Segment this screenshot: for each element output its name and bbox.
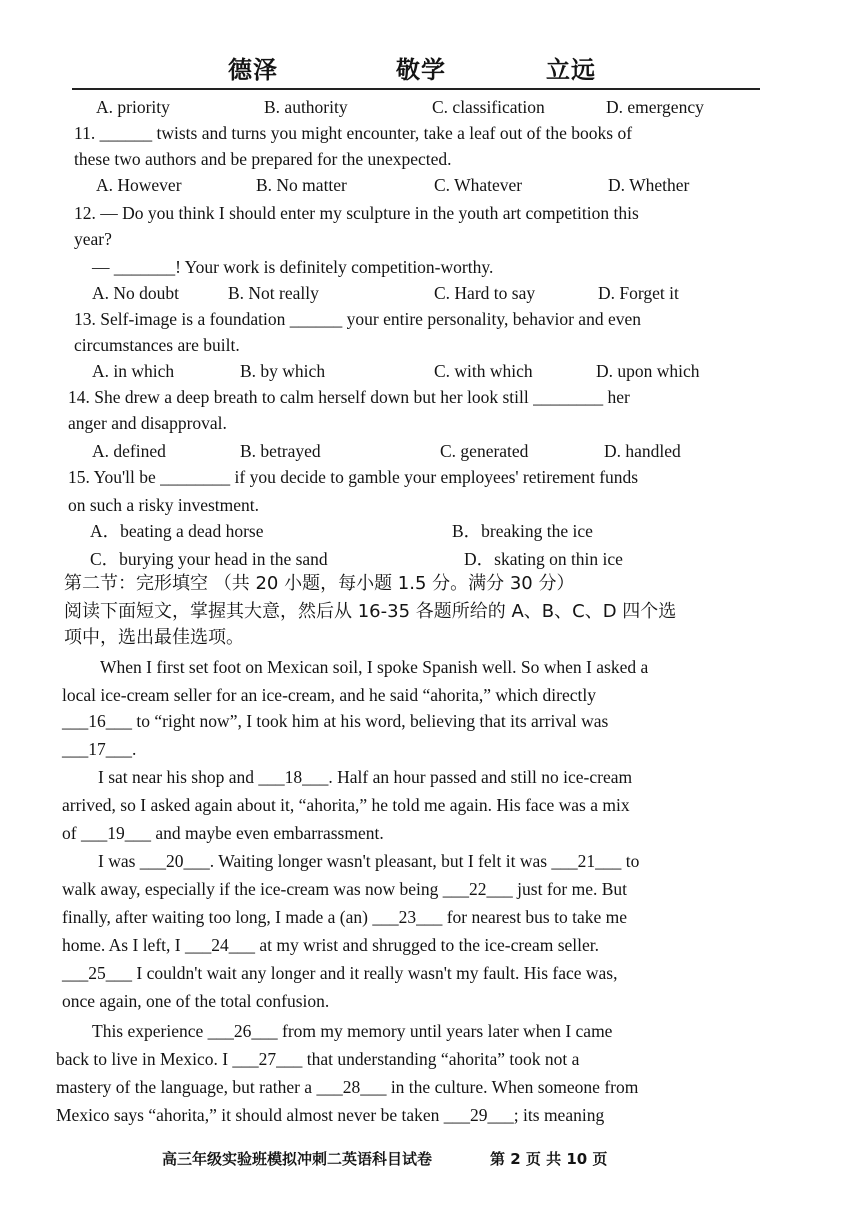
passage-line-2: local ice-cream seller for an ice-cream, and he said “ahorita,” which directly <box>62 685 596 705</box>
q15-line-1: 15. You'll be ________ if you decide to gamble your employees' retirement funds <box>68 467 639 487</box>
q11-line-2: these two authors and be prepared for the unexpected. <box>74 149 452 169</box>
passage-line-13: once again, one of the total confusion. <box>62 991 330 1011</box>
passage-line-4: ___17___. <box>62 739 137 759</box>
q12-option-a: A. No doubt <box>92 283 180 303</box>
q10-option-a: A. priority <box>96 97 170 117</box>
passage-line-10: finally, after waiting too long, I made a (an) ___23___ for nearest bus to take me <box>62 907 628 927</box>
q11-line-1: 11. ______ twists and turns you might encounter, take a leaf out of the books of <box>74 123 633 143</box>
q12-line-3: — _______! Your work is definitely competition-worthy. <box>92 257 494 277</box>
passage-line-11: home. As I left, I ___24___ at my wrist and shrugged to the ice-cream seller. <box>62 935 600 955</box>
q13-option-b: B. by which <box>240 361 326 381</box>
q10-option-d: D. emergency <box>606 97 704 117</box>
q15-option-b: B．breaking the ice <box>452 521 593 541</box>
passage-line-12: ___25___ I couldn't wait any longer and it really wasn't my fault. His face was, <box>62 963 618 983</box>
footer-exam-title: 高三年级实验班模拟冲刺二英语科目试卷 <box>162 1150 433 1168</box>
section2-instructions-1: 阅读下面短文，掌握其大意，然后从 16-35 各题所给的 A、B、C、D 四个选 <box>64 601 677 622</box>
q13-line-1: 13. Self-image is a foundation ______ your entire personality, behavior and even <box>74 309 641 329</box>
q14-option-a: A. defined <box>92 441 166 461</box>
passage-line-3: ___16___ to “right now”, I took him at his word, believing that its arrival was <box>62 711 609 731</box>
q11-option-d: D. Whether <box>608 175 690 195</box>
q14-option-c: C. generated <box>440 441 529 461</box>
passage-line-1: When I first set foot on Mexican soil, I spoke Spanish well. So when I asked a <box>100 657 649 677</box>
passage-line-5: I sat near his shop and ___18___. Half an hour passed and still no ice-cream <box>98 767 633 787</box>
q14-line-1: 14. She drew a deep breath to calm herself down but her look still ________ her <box>68 387 630 407</box>
q15-line-2: on such a risky investment. <box>68 495 260 515</box>
q13-option-c: C. with which <box>434 361 533 381</box>
q12-line-1: 12. — Do you think I should enter my sculpture in the youth art competition this <box>74 203 639 223</box>
q15-option-c: C．burying your head in the sand <box>90 549 328 569</box>
q12-option-d: D. Forget it <box>598 283 679 303</box>
header-rule <box>72 88 760 90</box>
q10-option-b: B. authority <box>264 97 348 117</box>
passage-line-17: Mexico says “ahorita,” it should almost never be taken ___29___; its meaning <box>56 1105 605 1125</box>
q14-option-b: B. betrayed <box>240 441 321 461</box>
q15-option-a: A．beating a dead horse <box>90 521 264 541</box>
section2-heading: 第二节：完形填空 （共 20 小题，每小题 1.5 分。满分 30 分） <box>64 573 575 594</box>
motto-2: 敬学 <box>396 58 446 84</box>
q11-option-a: A. However <box>96 175 182 195</box>
q12-option-c: C. Hard to say <box>434 283 536 303</box>
q14-line-2: anger and disapproval. <box>68 413 227 433</box>
q13-option-a: A. in which <box>92 361 175 381</box>
q13-option-d: D. upon which <box>596 361 700 381</box>
q12-line-2: year? <box>74 229 112 249</box>
passage-line-9: walk away, especially if the ice-cream was now being ___22___ just for me. But <box>62 879 628 899</box>
passage-line-15: back to live in Mexico. I ___27___ that understanding “ahorita” took not a <box>56 1049 580 1069</box>
q14-option-d: D. handled <box>604 441 681 461</box>
section2-instructions-2: 项中，选出最佳选项。 <box>64 627 244 648</box>
q11-option-c: C. Whatever <box>434 175 523 195</box>
q13-line-2: circumstances are built. <box>74 335 240 355</box>
q15-option-d: D．skating on thin ice <box>464 549 623 569</box>
passage-line-16: mastery of the language, but rather a ___28___ in the culture. When someone from <box>56 1077 639 1097</box>
motto-3: 立远 <box>546 58 596 84</box>
passage-line-6: arrived, so I asked again about it, “ahorita,” he told me again. His face was a mix <box>62 795 630 815</box>
passage-line-14: This experience ___26___ from my memory until years later when I came <box>92 1021 613 1041</box>
q10-option-c: C. classification <box>432 97 545 117</box>
passage-line-8: I was ___20___. Waiting longer wasn't pleasant, but I felt it was ___21___ to <box>98 851 640 871</box>
passage-line-7: of ___19___ and maybe even embarrassment. <box>62 823 384 843</box>
q12-option-b: B. Not really <box>228 283 319 303</box>
footer-page-number: 第 2 页 共 10 页 <box>490 1150 608 1168</box>
motto-1: 德泽 <box>228 58 278 84</box>
q11-option-b: B. No matter <box>256 175 347 195</box>
